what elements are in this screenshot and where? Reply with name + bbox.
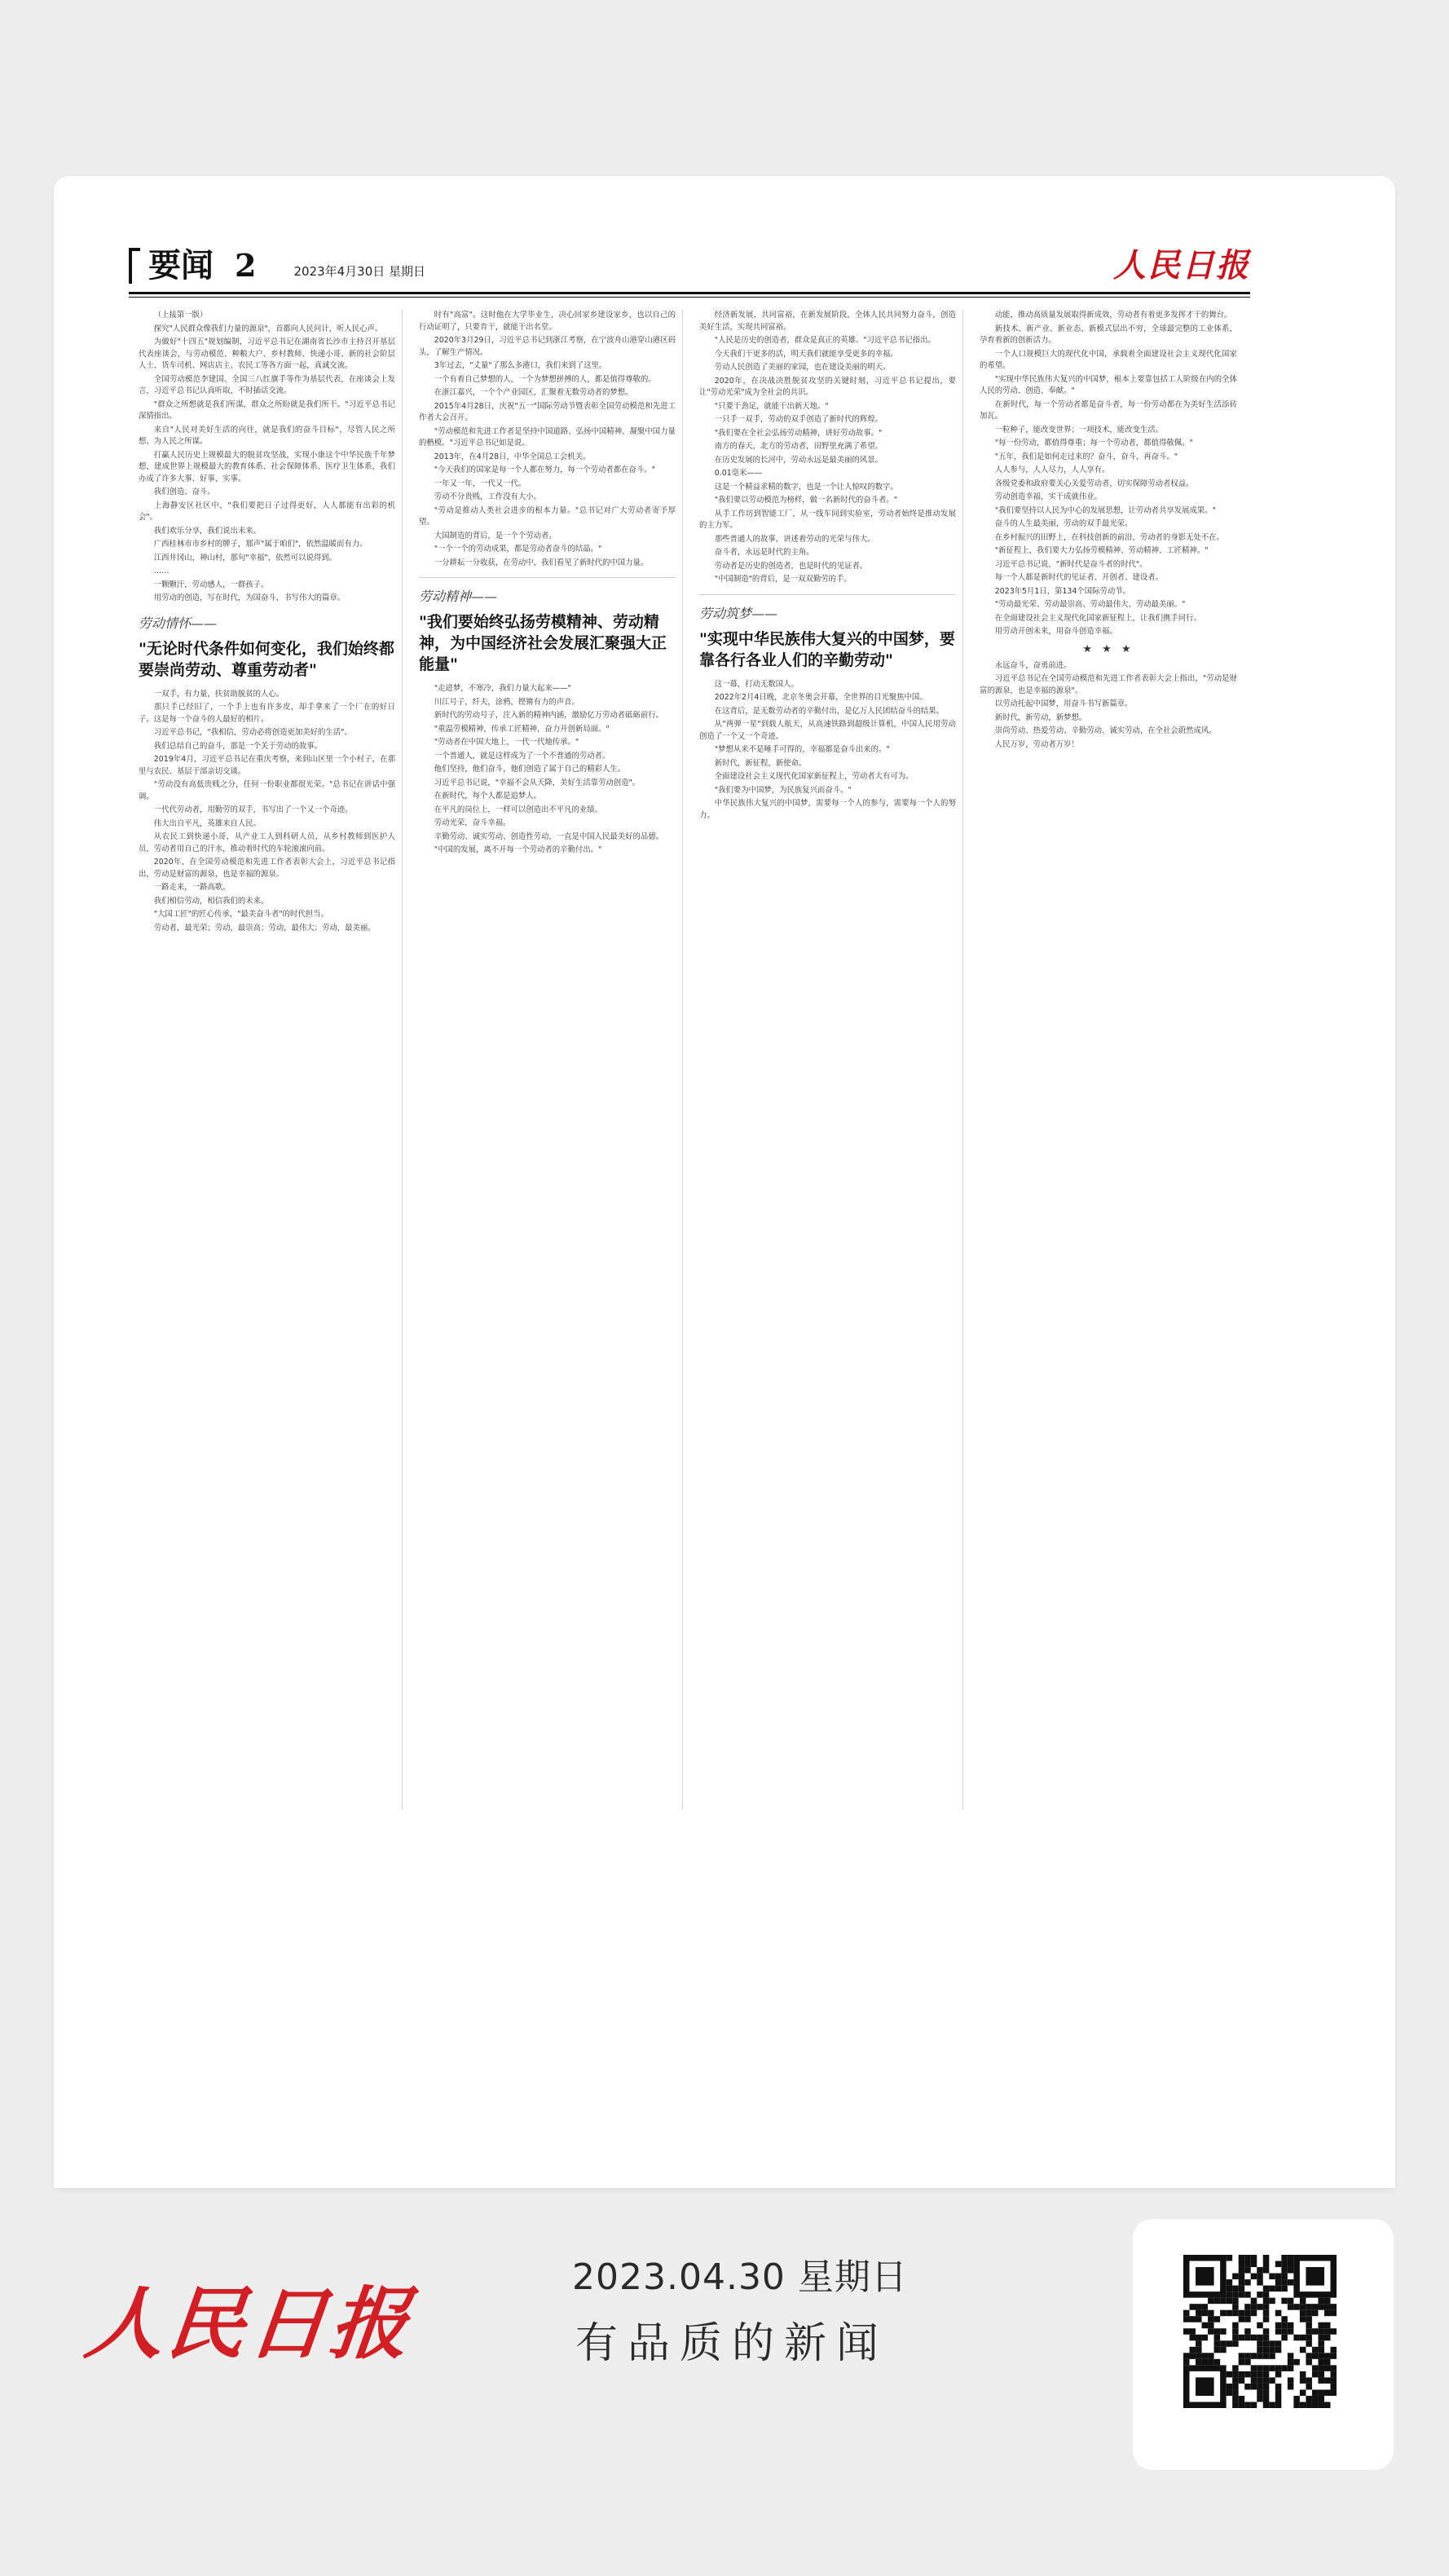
issue-date: 2023年4月30日 星期日: [293, 264, 426, 279]
article-paragraph: 以劳动托起中国梦，用奋斗书写新篇章。: [994, 699, 1133, 708]
article-paragraph: 劳动人民创造了美丽的家园，也在建设美丽的明天。: [714, 363, 891, 372]
masthead-rule: [129, 292, 1250, 294]
article-paragraph: 时有"高富"。这时他在大学毕业生，决心回家乡建设家乡，也以自己的行动证明了，只要肯干，就能干出名堂。: [419, 311, 676, 332]
article-paragraph: 一分耕耘一分收获，在劳动中，我们看见了新时代的中国力量。: [434, 558, 649, 567]
article-paragraph: 我们创造、奋斗。: [153, 487, 215, 496]
article-paragraph: 崇尚劳动、热爱劳动、辛勤劳动、诚实劳动，在全社会蔚然成风。: [994, 726, 1217, 735]
article-paragraph: "我们要坚持以人民为中心的发展思想，让劳动者共享发展成果。": [994, 505, 1216, 515]
article-column-4: [980, 310, 1244, 1810]
article-paragraph: "五年，我们是如何走过来的？奋斗，奋斗，再奋斗。": [994, 452, 1178, 461]
section-kicker: 劳动情怀——: [139, 615, 218, 631]
article-paragraph: 3年过去，"丈量"了那么多港口，我们来到了这里。: [434, 361, 607, 370]
article-paragraph: 江西井冈山，神山村，那句"幸福"，依然可以说得到。: [153, 553, 337, 562]
article-paragraph: 劳动者是历史的创造者，也是时代的见证者。: [714, 561, 868, 571]
article-paragraph: "劳动模范和先进工作者是坚持中国道路、弘扬中国精神、凝聚中国力量的楷模。"习近平总书记如是说。: [419, 426, 676, 448]
article-paragraph: 2013年，在4月28日，中华全国总工会机关。: [434, 452, 591, 461]
section-title: 要闻: [148, 246, 214, 285]
article-paragraph: 新时代，新征程，新使命。: [714, 758, 807, 768]
article-paragraph: "劳动是推动人类社会进步的根本力量。"总书记对广大劳动者寄予厚望。: [419, 505, 676, 527]
article-paragraph: 新技术、新产业、新业态、新模式层出不穷，全球最完整的工业体系，孕育着新的创新活力。: [980, 324, 1237, 345]
article-paragraph: 广西桂林市市乡村的牌子，那声"属于咱们"，依然温暖而有力。: [153, 540, 368, 549]
qr-code-icon[interactable]: [1183, 2255, 1337, 2408]
article-paragraph: 川江号子，纤夫，涂鸦，铿锵有力的声音。: [434, 697, 579, 707]
article-paragraph: 习近平总书记说，"幸福不会从天降，美好生活靠劳动创造"。: [434, 778, 641, 787]
article-paragraph: 在历史发展的长河中，劳动永远是最美丽的风景。: [714, 455, 883, 465]
article-paragraph: 在乡村振兴的田野上，在科技创新的前沿，劳动者的身影无处不在。: [994, 532, 1225, 542]
article-paragraph: 经济新发展、共同富裕，在新发展阶段，全体人民共同努力奋斗，创造美好生活，实现共同富裕。: [699, 311, 956, 332]
article-paragraph: 打赢人民历史上规模最大的脱贫攻坚战，实现小康这个中华民族千年梦想，建成世界上规模最大的教育体系、社会保障体系、医疗卫生体系，我们办成了许多大事、好事、实事。: [139, 450, 395, 483]
masthead-left: [129, 241, 425, 284]
article-paragraph: 他们坚持，他们奋斗，他们创造了属于自己的精彩人生。: [434, 765, 626, 774]
article-paragraph: 永远奋斗，奋勇前进。: [994, 660, 1072, 670]
article-paragraph: 2020年，在全国劳动模范和先进工作者表彰大会上，习近平总书记指出，劳动是财富的源泉，也是幸福的源泉。: [139, 858, 395, 879]
article-paragraph: 一路走来，一路高歌。: [153, 883, 231, 892]
article-paragraph: 从农民工到快递小哥，从产业工人到科研人员，从乡村教师到医护人员，劳动者用自己的汗水，推动着时代的车轮滚滚向前。: [139, 832, 395, 854]
article-paragraph: 新时代的劳动号子，注入新的精神内涵，激励亿万劳动者砥砺前行。: [434, 711, 664, 720]
article-paragraph: "一个一个的劳动成果，都是劳动者奋斗的结晶。": [434, 545, 602, 554]
article-paragraph: 2015年4月28日，庆祝"五一"国际劳动节暨表彰全国劳动模范和先进工作者大会召开。: [419, 401, 676, 422]
article-paragraph: 一个普通人，就是这样成为了一个不普通的劳动者。: [434, 751, 610, 761]
article-paragraph: 一颗颗汗，劳动感人，一群孩子。: [153, 580, 269, 589]
article-paragraph: 这是一个精益求精的数字，也是一个让人惊叹的数字。: [714, 482, 898, 492]
article-paragraph: "重温劳模精神，传承工匠精神，奋力开创新局面。": [434, 724, 610, 734]
article-paragraph: 在新时代，每个人都是追梦人。: [434, 792, 542, 801]
article-paragraph: "梦想从来不是唾手可得的，幸福都是奋斗出来的。": [714, 745, 890, 754]
article-paragraph: 大国制造的背后，是一个个劳动者。: [434, 531, 557, 540]
article-paragraph: 习近平总书记在全国劳动模范和先进工作者表彰大会上指出，"劳动是财富的源泉，也是幸福的源泉"。: [980, 674, 1237, 695]
article-paragraph: 每一个人都是新时代的见证者、开创者、建设者。: [994, 573, 1164, 582]
article-paragraph: 一双手，有力量，扶贫助脱贫的人心。: [153, 689, 284, 699]
article-paragraph: 来自"人民对美好生活的向往，就是我们的奋斗目标"，尽管人民之所想、为人民之所谋。: [139, 425, 395, 446]
star-separator: ★ ★ ★: [1082, 642, 1134, 655]
article-paragraph: 2020年3月29日，习近平总书记到浙江考察，在宁波舟山港穿山港区码头，了解生产情况。: [419, 336, 676, 357]
article-paragraph: 2020年，在决战决胜脱贫攻坚的关键时刻，习近平总书记提出，要让"劳动光荣"成为全社会的共识。: [699, 376, 956, 397]
article-paragraph: 劳动者，最光荣；劳动，最崇高；劳动，最伟大；劳动，最美丽。: [153, 923, 376, 933]
article-paragraph: 从"两弹一星"到载人航天，从高速铁路到超级计算机，中国人民用劳动创造了一个又一个奇迹。: [699, 720, 956, 741]
article-paragraph: 在浙江嘉兴，一个个产业园区，汇聚着无数劳动者的梦想。: [434, 388, 633, 397]
qr-card: [1133, 2219, 1394, 2470]
article-paragraph: "人民是历史的创造者，群众是真正的英雄。"习近平总书记指出。: [714, 336, 936, 345]
article-paragraph: 探究"人民群众像我们力量的源泉"，首都向人民问计，听人民心声。: [153, 324, 383, 333]
article-paragraph: "中国制造"的背后，是一双双勤劳的手。: [714, 575, 852, 584]
article-paragraph: 一代代劳动者，用勤劳的双手，书写出了一个又一个奇迹。: [153, 805, 353, 814]
article-paragraph: 我们欢乐分享，我们说出未来。: [153, 526, 262, 536]
article-paragraph: 人民万岁，劳动者万岁！: [994, 739, 1079, 749]
article-paragraph: "我们要在全社会弘扬劳动精神，讲好劳动故事。": [714, 428, 883, 438]
article-paragraph: 动能，推动高质量发展取得新成效，劳动者有着更多发挥才干的舞台。: [994, 311, 1232, 320]
article-paragraph: 从手工作坊到智能工厂，从一线车间到实验室，劳动者始终是推动发展的主力军。: [699, 509, 956, 530]
column-divider: [699, 594, 956, 595]
article-paragraph: "只要干劲足，就能干出新天地。": [714, 401, 829, 411]
article-paragraph: "劳动者在中国大地上，一代一代地传承。": [434, 738, 579, 747]
article-paragraph: "群众之所想就是我们所谋，群众之所盼就是我们所干。"习近平总书记深情指出。: [139, 399, 395, 421]
section-kicker: 劳动精神——: [419, 589, 498, 604]
section-headline: "无论时代条件如何变化，我们始终都要崇尚劳动、尊重劳动者": [139, 639, 394, 679]
article-paragraph: ……: [153, 567, 170, 576]
section-bracket: [129, 248, 140, 284]
article-column-2: [419, 310, 683, 1810]
article-paragraph: 奋斗者，永远是时代的主角。: [714, 548, 814, 557]
page-masthead: [129, 238, 1250, 290]
article-paragraph: 新时代，新劳动，新梦想。: [994, 712, 1087, 722]
article-paragraph: "我们要为中国梦，为民族复兴而奋斗。": [714, 785, 852, 795]
article-paragraph: 2022年2月4日晚，北京冬奥会开幕，全世界的目光聚焦中国。: [714, 693, 927, 702]
article-paragraph: 在平凡的岗位上，一样可以创造出不平凡的业绩。: [434, 805, 603, 814]
article-paragraph: "大国工匠"的匠心传承，"最美奋斗者"的时代担当。: [153, 910, 328, 919]
footer-date: 2023.04.30 星期日: [572, 2256, 908, 2298]
article-paragraph: 劳动光荣，奋斗幸福。: [434, 818, 511, 827]
article-paragraph: "劳动没有高低贵贱之分，任何一份职业都很光荣。"总书记在讲话中强调。: [139, 780, 395, 801]
section-headline: "实现中华民族伟大复兴的中国梦，要靠各行各业人们的辛勤劳动": [699, 629, 955, 669]
article-paragraph: 那只手已经旧了，一个手上也有许多皮，却手拿来了一个厂在的好日子。这是每一个奋斗的人最好的相片。: [139, 703, 395, 724]
article-paragraph: 这一幕，打动无数国人。: [714, 679, 799, 689]
article-paragraph: 0.01毫米——: [714, 469, 763, 478]
article-paragraph: "中国的发展，离不开每一个劳动者的辛勤付出。": [434, 845, 602, 854]
article-column-1: [139, 310, 403, 1810]
article-paragraph: 习近平总书记说，"新时代是奋斗者的时代"。: [994, 559, 1147, 569]
article-paragraph: 一个有着自己梦想的人，一个为梦想拼搏的人，都是值得尊敬的。: [434, 374, 656, 384]
article-paragraph: 一年又一年，一代又一代。: [434, 479, 526, 488]
article-column-3: [699, 310, 963, 1810]
column-divider: [419, 577, 676, 578]
article-paragraph: 我们总结自己的奋斗，那是一个关于劳动的故事。: [153, 741, 323, 751]
article-paragraph: 人人参与，人人尽力，人人享有。: [994, 465, 1110, 474]
article-paragraph: 中华民族伟大复兴的中国梦，需要每一个人的参与，需要每一个人的努力。: [699, 799, 956, 820]
article-paragraph: 劳动不分贵贱，工作没有大小。: [434, 492, 542, 501]
masthead-rule-thin: [129, 297, 1250, 298]
article-paragraph: 劳动创造幸福，实干成就伟业。: [994, 492, 1103, 501]
article-paragraph: 用劳动的创造，写在时代，为国奋斗，书写伟大的篇章。: [153, 593, 346, 602]
article-paragraph: 一个人口规模巨大的现代化中国，承载着全面建设社会主义现代化国家的希望。: [980, 349, 1237, 370]
article-paragraph: "新征程上，我们要大力弘扬劳模精神、劳动精神、工匠精神。": [994, 546, 1209, 555]
page-number: 2: [235, 247, 257, 284]
article-paragraph: 习近平总书记，"我相信，劳动必将创造更加美好的生活"。: [153, 728, 352, 737]
article-paragraph: 一只手一双手，劳动的双手创造了新时代的辉煌。: [714, 415, 883, 424]
article-paragraph: 各级党委和政府要关心关爱劳动者，切实保障劳动者权益。: [994, 479, 1194, 488]
article-paragraph: 我们相信劳动，相信我们的未来。: [153, 896, 269, 906]
article-paragraph: 2019年4月，习近平总书记在重庆考察，来到山区里一个小村子，在那里与农民、基层干部亲切交谈。: [139, 755, 395, 776]
article-paragraph: 那些普通人的故事，讲述着劳动的光荣与伟大。: [714, 534, 875, 544]
article-paragraph: 南方的春天，北方的劳动者，田野里充满了希望。: [714, 442, 883, 451]
newspaper-logo: 人民日报: [1113, 246, 1250, 285]
article-paragraph: 全面建设社会主义现代化国家新征程上，劳动者大有可为。: [714, 772, 914, 781]
article-paragraph: "劳动最光荣、劳动最崇高、劳动最伟大、劳动最美丽。": [994, 600, 1186, 609]
article-paragraph: 伟大出自平凡，英雄来自人民。: [153, 818, 262, 828]
footer-slogan: 有品质的新闻: [575, 2319, 889, 2368]
article-paragraph: 奋斗的人生最美丽，劳动的双手最光荣。: [994, 519, 1133, 528]
article-paragraph: 2023年5月1日，第134个国际劳动节。: [994, 586, 1130, 596]
footer-logo: 人民日报: [81, 2278, 417, 2370]
article-paragraph: 用劳动开创未来，用奋斗创造幸福。: [994, 627, 1117, 636]
article-paragraph: "我们要以劳动模范为榜样，做一名新时代的奋斗者。": [714, 496, 898, 505]
article-columns: [139, 310, 1244, 1810]
article-paragraph: 一粒种子，能改变世界；一项技术，能改变生活。: [994, 425, 1164, 434]
article-paragraph: （上接第一版）: [153, 311, 208, 320]
section-kicker: 劳动筑梦——: [699, 605, 778, 621]
article-paragraph: 辛勤劳动、诚实劳动、创造性劳动，一直是中国人民最美好的品德。: [434, 831, 664, 841]
section-headline: "我们要始终弘扬劳模精神、劳动精神，为中国经济社会发展汇聚强大正能量": [419, 613, 667, 673]
article-paragraph: 今天我们干更多的活，明天我们就能享受更多的幸福。: [714, 349, 898, 359]
article-paragraph: 在这背后，是无数劳动者的辛勤付出，是亿万人民团结奋斗的结果。: [714, 706, 945, 716]
article-paragraph: 在新时代，每一个劳动者都是奋斗者，每一份劳动都在为美好生活添砖加瓦。: [980, 399, 1237, 421]
article-paragraph: "今天我们的国家是每一个人都在努力，每一个劳动者都在奋斗。": [434, 465, 655, 474]
article-paragraph: "实现中华民族伟大复兴的中国梦，根本上要靠包括工人阶级在内的全体人民的劳动、创造、奉献。": [980, 374, 1237, 395]
article-paragraph: 上海静安区社区中，"我们要把日子过得更好，人人都能有出彩的机会"。: [139, 501, 395, 522]
article-paragraph: "每一份劳动，都值得尊重；每一个劳动者，都值得敬佩。": [994, 439, 1193, 448]
article-paragraph: 为做好"十四五"规划编制，习近平总书记在湖南省长沙市主持召开基层代表座谈会，与劳动模范、种粮大户、乡村教师、快递小哥、新的社会阶层人士、货车司机、网店店主、农民工等各方面一起，真诚交流。: [139, 337, 395, 370]
article-paragraph: 全国劳动模范李建国、全国三八红旗手等作为基层代表，在座谈会上发言，习近平总书记认真听取，不时插话交流。: [139, 374, 395, 395]
article-paragraph: 在全面建设社会主义现代化国家新征程上，让我们携手同行。: [994, 613, 1201, 623]
article-paragraph: "走进梦，不寒冷，我们力量大起来——": [434, 684, 571, 693]
